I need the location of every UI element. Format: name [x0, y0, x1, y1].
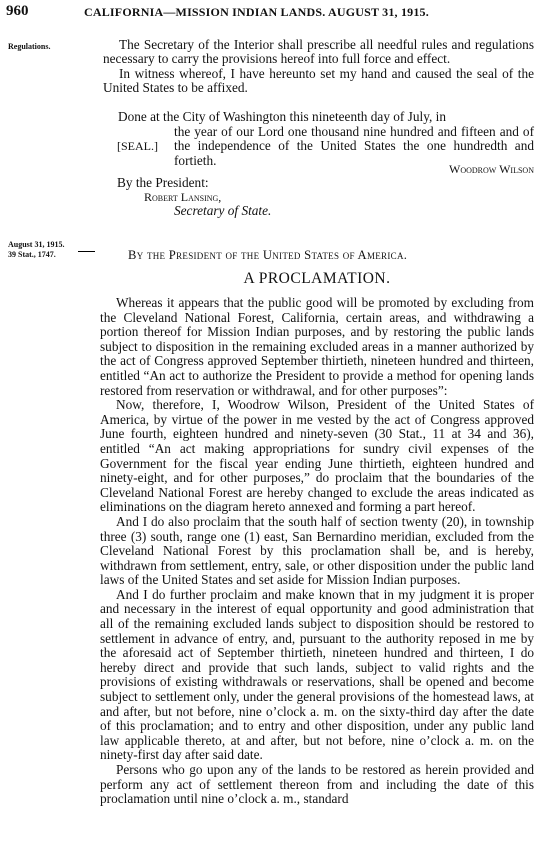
margin-note-regulations: Regulations.	[8, 42, 51, 51]
by-the-president: By the President:	[117, 175, 209, 190]
countersign-name: Robert Lansing,	[144, 190, 222, 204]
margin-note-date: August 31, 1915.	[8, 240, 65, 249]
regulations-paragraph: The Secretary of the Interior shall prescribe all needful rules and regulations necessary to carry the provisions hereof into full force and effect.	[103, 37, 534, 67]
countersign-title: Secretary of State.	[174, 203, 272, 218]
seal-mark: [SEAL.]	[117, 139, 158, 153]
paragraph-persons: Persons who go upon any of the lands to be restored as herein provided and perform any act of settlement thereon from and including the date of this proclamation until nine o’clock a. m., standard	[100, 762, 534, 807]
paragraph-whereas: Whereas it appears that the public good will be promoted by excluding from the Cleveland National Forest, California, certain areas, and withdrawing a portion thereof for Mission Indian purposes, and by restoring the public lands subject to disposition in the remaining excluded areas in a manner authorized by the act of Congress approved September thirtieth, nineteen hundred and thirteen, entitled “An act to authorize the President to provide a method for opening lands restored from reservation or withdrawal, and for other purposes”:	[100, 295, 534, 398]
paragraph-further-proclaim: And I do further proclaim and make known that in my judgment it is proper and necessary in the interest of equal opportunity and good administration that all of the remaining excluded lands subject to disposition should be restored to settlement in advance of entry, and, pursuant to the authority reposed in me by the aforesaid act of September thirtieth, nineteen hundred and thirteen, I do hereby direct and provide that such lands, subject to valid rights and the provisions of existing withdrawals or reservations, shall be opened and become subject to settlement only, under the general provisions of the homestead laws, at and after, but not before, nine o’clock a. m. on the sixty-third day after the date of this proclamation; and to entry and other disposition, under any public land law applicable thereto, at and after, but not before, nine o’clock a. m. on the ninety-first day after said date.	[100, 586, 534, 763]
witness-paragraph: In witness whereof, I have hereunto set my hand and caused the seal of the United States to be affixed.	[103, 65, 534, 95]
section1-text	[103, 38, 534, 95]
proclamation-body	[100, 296, 534, 807]
paragraph-also-proclaim: And I do also proclaim that the south half of section twenty (20), in township three (3) south, range one (1) east, San Bernardino meridian, excluded from the Cleveland National Forest by this proclamation shall be, and is hereby, withdrawn from settlement, entry, sale, or other disposition under the public land laws of the United States and set aside for Mission Indian purposes.	[100, 513, 534, 588]
proclamation-heading: A PROCLAMATION.	[243, 270, 391, 287]
running-title: CALIFORNIA—MISSION INDIAN LANDS. AUGUST 31, 1915.	[84, 5, 429, 19]
margin-note-date-citation	[8, 240, 64, 260]
proclamation-byline: By the President of the United States of America.	[128, 248, 408, 262]
done-line: Done at the City of Washington this nineteenth day of July, in	[118, 109, 446, 124]
signature: Woodrow Wilson	[449, 162, 534, 176]
done-continued: the year of our Lord one thousand nine hundred and fifteen and of the independence of the United States the one hundredth and fortieth.	[174, 124, 534, 168]
margin-note-citation: 39 Stat., 1747.	[8, 250, 56, 259]
running-header	[6, 3, 538, 21]
page-number: 960	[6, 3, 29, 19]
paragraph-now-therefore: Now, therefore, I, Woodrow Wilson, President of the United States of America, by virtue of the power in me vested by the act of Congress approved June fourth, eighteen hundred and ninety-seven (30 Stat., 11 at 34 and 36), entitled “An act making appropriations for sundry civil expenses of the Government for the fiscal year ending June thirtieth, eighteen hundred and ninety-eight, and for other purposes,” do proclaim that the boundaries of the Cleveland National Forest are hereby changed to exclude the areas indicated as eliminations on the diagram hereto annexed and forming a part hereof.	[100, 397, 534, 515]
margin-rule	[78, 251, 95, 252]
